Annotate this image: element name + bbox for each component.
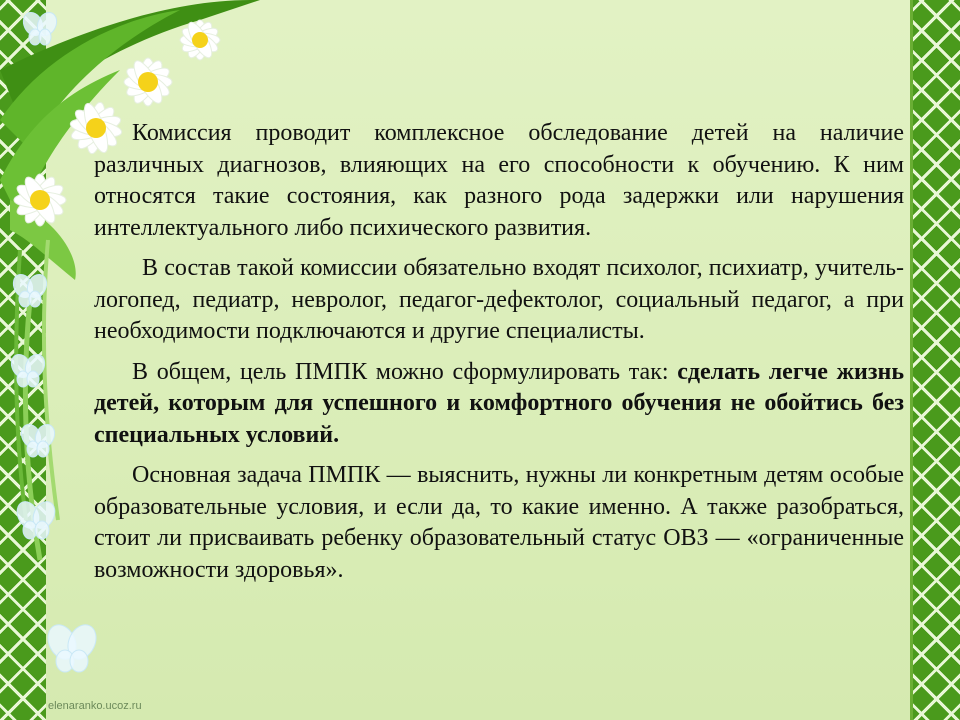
paragraph-goal — [94, 357, 904, 452]
goal-bold-text: сделать легче жизнь детей, которым для успешного и комфортного обучения не обойтись без специальных условий. — [94, 358, 905, 448]
right-lattice-border — [913, 0, 960, 720]
goal-intro-text: В общем, цель ПМПК можно сформулировать так: — [132, 358, 678, 385]
slide-text — [94, 118, 904, 595]
paragraph-members: В состав такой комиссии обязательно входят психолог, психиатр, учитель-логопед, педиатр, невролог, педагог-дефектолог, социальный педагог, а при необходимости подключаются и другие специалисты. — [94, 255, 904, 344]
paragraph-task: Основная задача ПМПК — выяснить, нужны ли конкретным детям особые образовательные условия, и если да, то какие именно. А также разобраться, стоит ли присваивать ребенку образовательный статус ОВЗ — «ограниченные возможности здоровья». — [94, 462, 904, 583]
paragraph-commission: Комиссия проводит комплексное обследование детей на наличие различных диагнозов, влияющих на его способности к обучению. К ним относятся такие состояния, как разного рода задержки или нарушения интеллектуального либо психического развития. — [94, 120, 904, 241]
watermark: elenaranko.ucoz.ru — [48, 700, 142, 712]
